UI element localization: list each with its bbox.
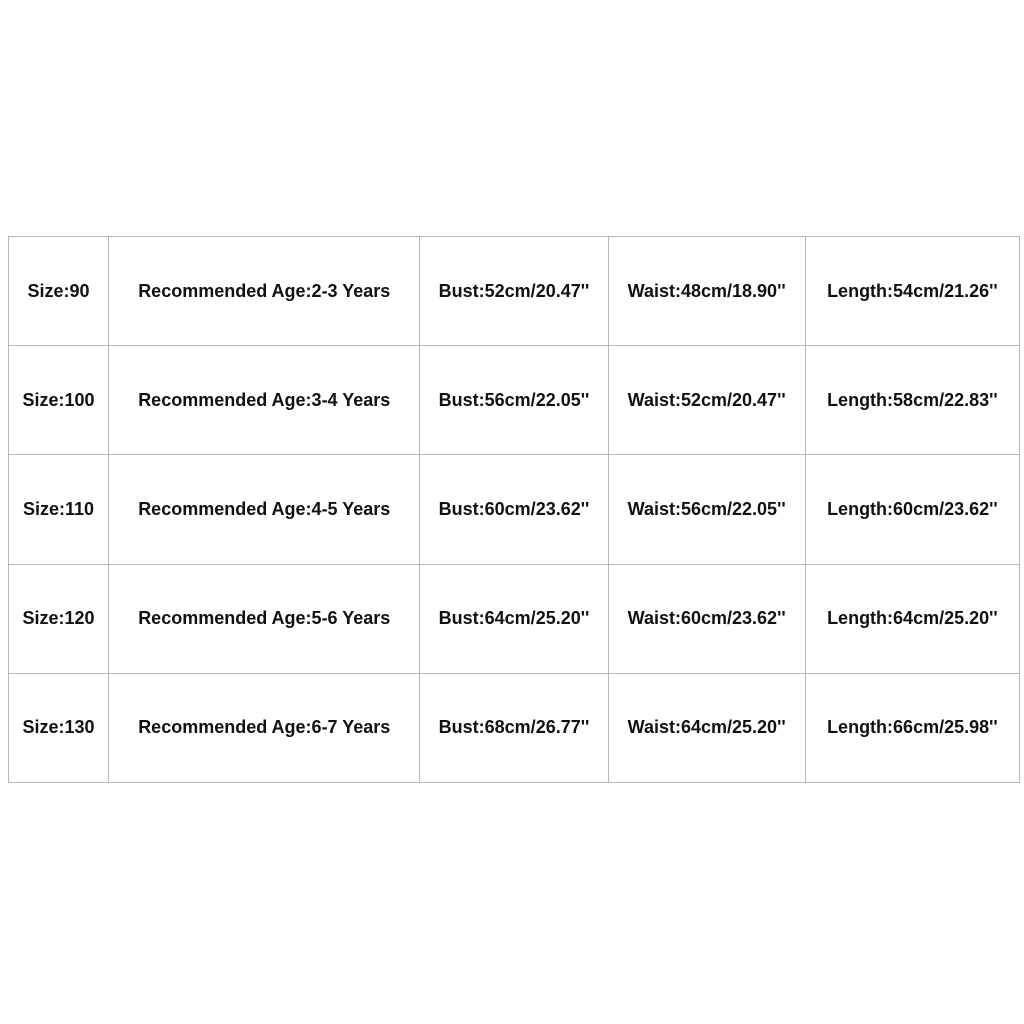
length-cell: Length:60cm/23.62'' xyxy=(805,455,1019,564)
size-cell: Size:110 xyxy=(9,455,109,564)
table-row xyxy=(9,455,1020,564)
size-cell: Size:100 xyxy=(9,346,109,455)
waist-cell: Waist:60cm/23.62'' xyxy=(608,564,805,673)
length-cell: Length:54cm/21.26'' xyxy=(805,237,1019,346)
age-cell: Recommended Age:2-3 Years xyxy=(109,237,420,346)
age-cell: Recommended Age:3-4 Years xyxy=(109,346,420,455)
table-row xyxy=(9,346,1020,455)
length-cell: Length:66cm/25.98'' xyxy=(805,673,1019,782)
bust-cell: Bust:60cm/23.62'' xyxy=(420,455,608,564)
bust-cell: Bust:68cm/26.77'' xyxy=(420,673,608,782)
age-cell: Recommended Age:4-5 Years xyxy=(109,455,420,564)
age-cell: Recommended Age:6-7 Years xyxy=(109,673,420,782)
table-row xyxy=(9,564,1020,673)
size-chart-table xyxy=(8,236,1020,783)
waist-cell: Waist:56cm/22.05'' xyxy=(608,455,805,564)
bust-cell: Bust:56cm/22.05'' xyxy=(420,346,608,455)
waist-cell: Waist:64cm/25.20'' xyxy=(608,673,805,782)
length-cell: Length:58cm/22.83'' xyxy=(805,346,1019,455)
table-row xyxy=(9,237,1020,346)
bust-cell: Bust:52cm/20.47'' xyxy=(420,237,608,346)
size-cell: Size:130 xyxy=(9,673,109,782)
table-row xyxy=(9,673,1020,782)
age-cell: Recommended Age:5-6 Years xyxy=(109,564,420,673)
waist-cell: Waist:48cm/18.90'' xyxy=(608,237,805,346)
waist-cell: Waist:52cm/20.47'' xyxy=(608,346,805,455)
size-cell: Size:90 xyxy=(9,237,109,346)
size-cell: Size:120 xyxy=(9,564,109,673)
bust-cell: Bust:64cm/25.20'' xyxy=(420,564,608,673)
length-cell: Length:64cm/25.20'' xyxy=(805,564,1019,673)
size-chart-body xyxy=(9,237,1020,783)
